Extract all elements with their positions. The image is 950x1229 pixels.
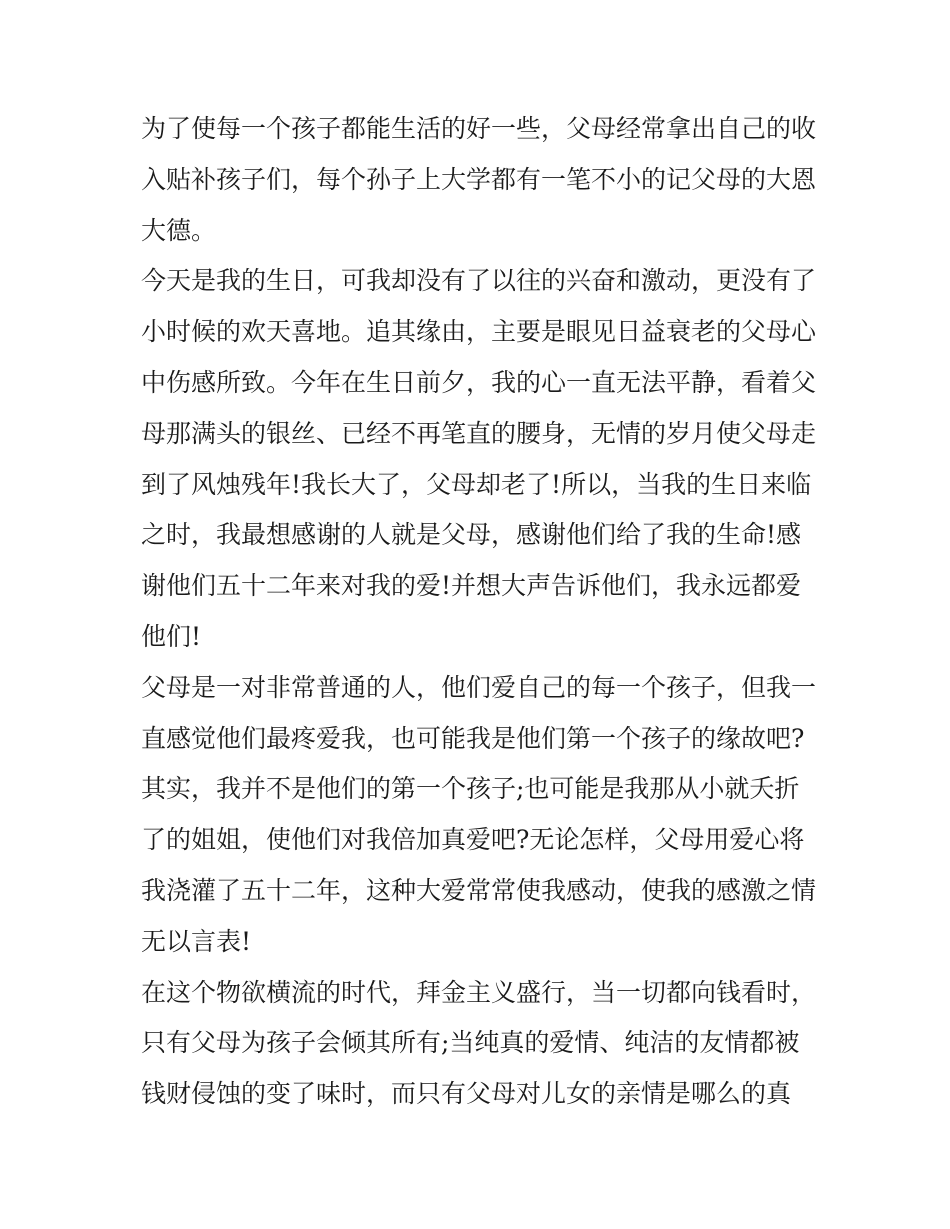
text-line: 我浇灌了五十二年，这种大爱常常使我感动，使我的感激之情 bbox=[141, 875, 817, 905]
text-line: 了的姐姐，使他们对我倍加真爱吧?无论怎样，父母用爱心将 bbox=[141, 825, 805, 855]
text-line: 钱财侵蚀的变了味时，而只有父母对儿女的亲情是哪么的真 bbox=[141, 1079, 792, 1109]
text-line: 无以言表! bbox=[141, 926, 252, 956]
text-line: 在这个物欲横流的时代，拜金主义盛行，当一切都向钱看时， bbox=[141, 977, 817, 1007]
text-line: 直感觉他们最疼爱我，也可能我是他们第一个孩子的缘故吧? bbox=[141, 723, 805, 753]
text-line: 今天是我的生日，可我却没有了以往的兴奋和激动，更没有了 bbox=[141, 266, 817, 296]
text-line: 大德。 bbox=[141, 215, 217, 245]
document-body bbox=[141, 104, 817, 1120]
text-line: 其实，我并不是他们的第一个孩子;也可能是我那从小就夭折 bbox=[141, 774, 800, 804]
text-line: 谢他们五十二年来对我的爱!并想大声告诉他们，我永远都爱 bbox=[141, 571, 802, 601]
text-line: 父母是一对非常普通的人，他们爱自己的每一个孩子，但我一 bbox=[141, 672, 817, 702]
text-line: 母那满头的银丝、已经不再笔直的腰身，无情的岁月使父母走 bbox=[141, 418, 817, 448]
text-line: 为了使每一个孩子都能生活的好一些，父母经常拿出自己的收 bbox=[141, 114, 817, 143]
text-line: 他们! bbox=[141, 621, 202, 651]
text-line: 入贴补孩子们，每个孙子上大学都有一笔不小的记父母的大恩 bbox=[141, 164, 817, 194]
text-line: 只有父母为孩子会倾其所有;当纯真的爱情、纯洁的友情都被 bbox=[141, 1028, 800, 1058]
text-line: 小时候的欢天喜地。追其缘由，主要是眼见日益衰老的父母心 bbox=[141, 317, 817, 347]
text-line: 中伤感所致。今年在生日前夕，我的心一直无法平静，看着父 bbox=[141, 367, 817, 397]
text-line: 之时，我最想感谢的人就是父母，感谢他们给了我的生命!感 bbox=[141, 520, 802, 550]
text-line: 到了风烛残年!我长大了，父母却老了!所以，当我的生日来临 bbox=[141, 469, 812, 499]
